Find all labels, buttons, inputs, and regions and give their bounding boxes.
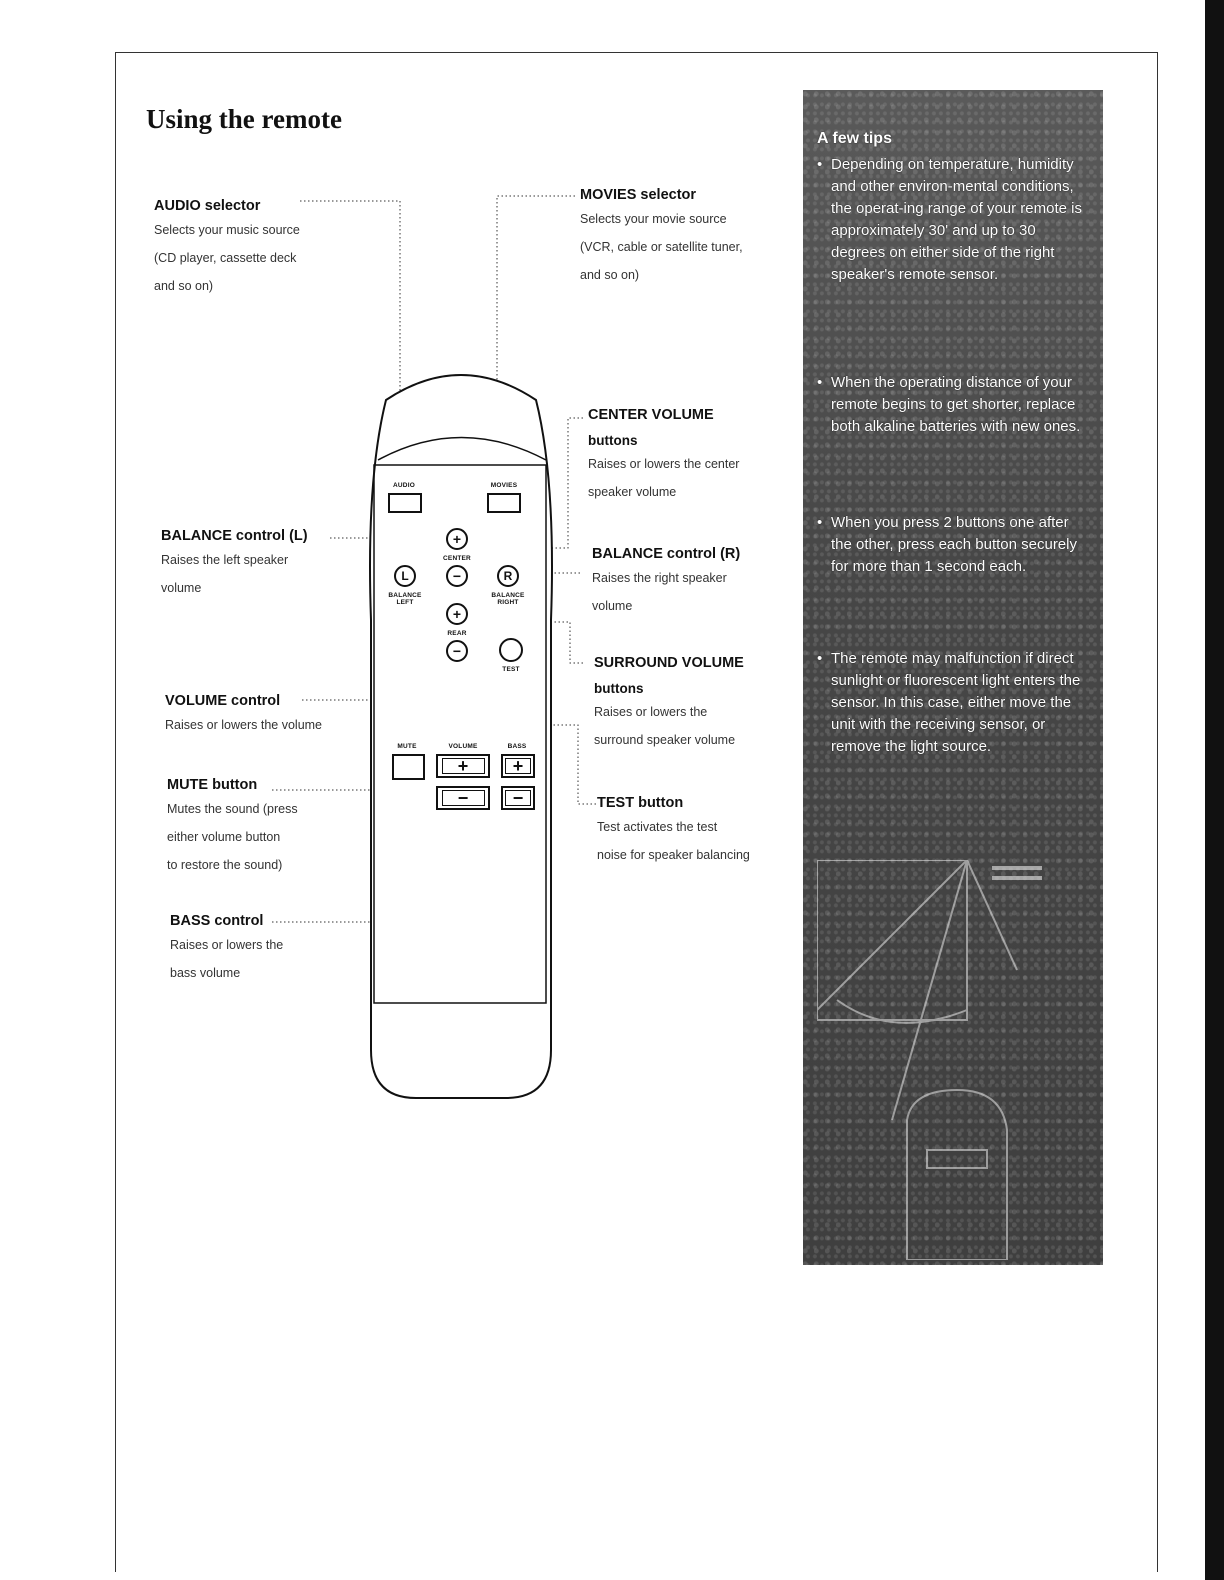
remote-test-button[interactable] (499, 638, 523, 662)
test-button-title: TEST button (597, 795, 684, 811)
remote-center-plus-button[interactable]: + (446, 528, 468, 550)
center-volume-description: Raises or lowers the center speaker volume (588, 457, 740, 499)
center-volume-title-line2: buttons (588, 433, 638, 448)
balance-right-description: Raises the right speaker volume (592, 571, 727, 613)
bullet-icon: • (817, 156, 823, 173)
movies-selector-callout (580, 187, 743, 289)
remote-audio-button[interactable] (388, 493, 422, 513)
balance-right-title: BALANCE control (R) (592, 546, 741, 562)
remote-center-minus-button[interactable]: − (446, 565, 468, 587)
remote-audio-label: AUDIO (393, 482, 415, 489)
audio-selector-title: AUDIO selector (154, 198, 261, 214)
page-frame-right (1157, 52, 1158, 1572)
scan-edge (1205, 0, 1224, 1580)
remote-body-outline (356, 360, 566, 1110)
center-volume-callout (588, 407, 739, 506)
surround-volume-title-line2: buttons (594, 681, 644, 696)
remote-rear-label: REAR (447, 630, 467, 637)
balance-left-description: Raises the left speaker volume (161, 553, 289, 595)
tip-item: • When the operating distance of your remote begins to get shorter, replace both alkaline batteries with new ones. (817, 374, 1081, 435)
bullet-icon: • (817, 514, 823, 531)
bass-control-callout (170, 913, 283, 987)
surround-volume-callout (594, 655, 744, 754)
mute-button-title: MUTE button (167, 777, 258, 793)
remote-center-label: CENTER (443, 555, 471, 562)
balance-left-callout (161, 528, 308, 602)
remote-balance-left-label: BALANCE LEFT (388, 592, 422, 606)
remote-rear-plus-button[interactable]: + (446, 603, 468, 625)
volume-control-title: VOLUME control (165, 693, 281, 709)
remote-mute-label: MUTE (397, 743, 417, 750)
tip-item: • Depending on temperature, humidity and other environ-mental conditions, the operat-ing range of your remote is approximately 30' and up to 30 degrees on either side of the right speaker's remote sensor. (817, 156, 1082, 283)
remote-bass-plus-button[interactable]: + (501, 754, 535, 778)
volume-control-description: Raises or lowers the volume (165, 718, 323, 732)
remote-bass-label: BASS (507, 743, 527, 750)
movies-selector-title: MOVIES selector (580, 187, 697, 203)
balance-left-title: BALANCE control (L) (161, 528, 308, 544)
surround-volume-title: SURROUND VOLUME (594, 655, 744, 671)
volume-control-callout (165, 693, 322, 739)
remote-movies-label: MOVIES (490, 482, 518, 489)
remote-mute-button[interactable] (392, 754, 425, 780)
audio-selector-description: Selects your music source (CD player, cassette deck and so on) (154, 223, 300, 293)
remote-balance-right-button[interactable]: R (497, 565, 519, 587)
mute-button-callout (167, 777, 298, 879)
balance-right-callout (592, 546, 740, 620)
bullet-icon: • (817, 374, 823, 391)
remote-test-label: TEST (502, 666, 520, 673)
test-button-callout (597, 795, 750, 869)
bass-control-title: BASS control (170, 913, 264, 929)
remote-balance-left-button[interactable]: L (394, 565, 416, 587)
remote-balance-right-label: BALANCE RIGHT (491, 592, 525, 606)
page-frame-top (115, 52, 1157, 53)
remote-volume-minus-button[interactable]: − (436, 786, 490, 810)
page-title: Using the remote (146, 104, 342, 134)
movies-selector-description: Selects your movie source (VCR, cable or satellite tuner, and so on) (580, 212, 743, 282)
remote-bass-minus-button[interactable]: − (501, 786, 535, 810)
tips-heading: A few tips (817, 130, 892, 147)
test-button-description: Test activates the test noise for speaker balancing (597, 820, 750, 862)
remote-volume-plus-button[interactable]: + (436, 754, 490, 778)
tips-panel (803, 90, 1103, 1265)
surround-volume-description: Raises or lowers the surround speaker volume (594, 705, 736, 747)
audio-selector-callout (154, 198, 300, 300)
bass-control-description: Raises or lowers the bass volume (170, 938, 284, 980)
tip-item: • When you press 2 buttons one after the other, press each button securely for more than 1 second each. (817, 514, 1077, 575)
remote-rear-minus-button[interactable]: − (446, 640, 468, 662)
remote-volume-label: VOLUME (448, 743, 478, 750)
remote-movies-button[interactable] (487, 493, 521, 513)
remote-range-diagram-icon (817, 860, 1097, 1260)
center-volume-title: CENTER VOLUME (588, 407, 714, 423)
page-frame-left (115, 52, 116, 1572)
mute-button-description: Mutes the sound (press either volume button to restore the sound) (167, 802, 298, 872)
tip-item: • The remote may malfunction if direct sunlight or fluorescent light enters the sensor. In this case, either move the unit with the receiving sensor, or remove the light source. (817, 650, 1081, 755)
bullet-icon: • (817, 650, 823, 667)
